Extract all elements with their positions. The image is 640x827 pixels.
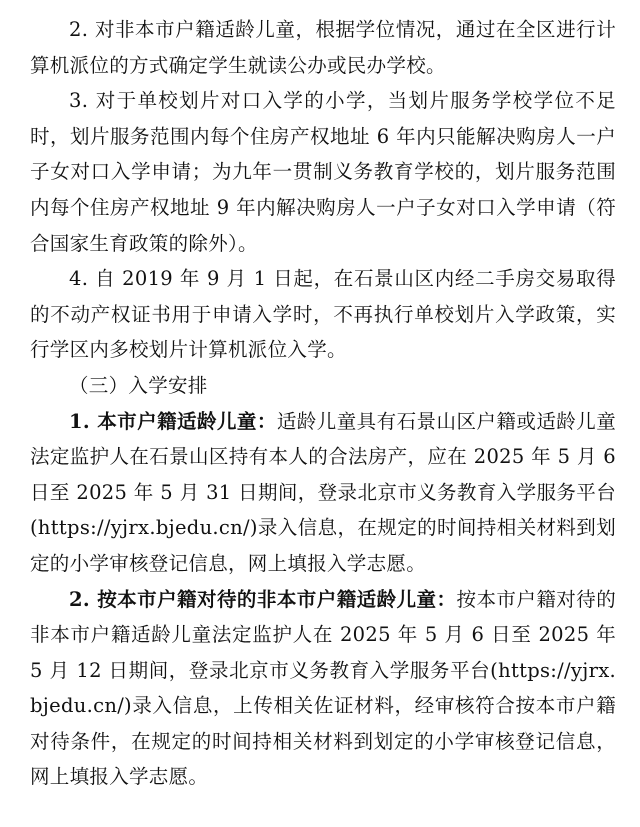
arrangement-item-2-lead: 2. 按本市户籍对待的非本市户籍适龄儿童： xyxy=(69,587,457,611)
arrangement-item-2-body: 按本市户籍对待的非本市户籍适龄儿童法定监护人在 2025 年 5 月 6 日至 2025 年 5 月 12 日期间，登录北京市义务教育入学服务平台(https://yjrx.bjedu.cn/)录入信息，上传相关佐证材料，经审核符合按本市户籍对待条件，在规定的时间持相关材料到划定的小学审核登记信息，网上填报入学志愿。 xyxy=(30,587,616,789)
paragraph-item-3: 3. 对于单校划片对口入学的小学，当划片服务学校学位不足时，划片服务范围内每个住房产权地址 6 年内只能解决购房人一户子女对口入学申请；为九年一贯制义务教育学校的，划片服务范围内每个住房产权地址 9 年内解决购房人一户子女对口入学申请（符合国家生育政策的除外）。 xyxy=(30,89,616,255)
section-title: （三）入学安排 xyxy=(69,373,208,397)
arrangement-item-1-lead: 1. 本市户籍适龄儿童： xyxy=(69,409,277,433)
arrangement-item-2 xyxy=(30,582,616,796)
paragraph-item-4: 4. 自 2019 年 9 月 1 日起，在石景山区内经二手房交易取得的不动产权证书用于申请入学时，不再执行单校划片入学政策，实行学区内多校划片计算机派位入学。 xyxy=(30,267,616,362)
arrangement-item-1 xyxy=(30,404,616,582)
paragraph-item-2: 2. 对非本市户籍适龄儿童，根据学位情况，通过在全区进行计算机派位的方式确定学生就读公办或民办学校。 xyxy=(30,18,616,77)
document-body xyxy=(30,12,616,795)
arrangement-item-1-body: 适龄儿童具有石景山区户籍或适龄儿童法定监护人在石景山区持有本人的合法房产，应在 2025 年 5 月 6 日至 2025 年 5 月 31 日期间，登录北京市义务教育入学服务平台(https://yjrx.bjedu.cn/)录入信息，在规定的时间持相关材料到划定的小学审核登记信息，网上填报入学志愿。 xyxy=(30,409,616,575)
